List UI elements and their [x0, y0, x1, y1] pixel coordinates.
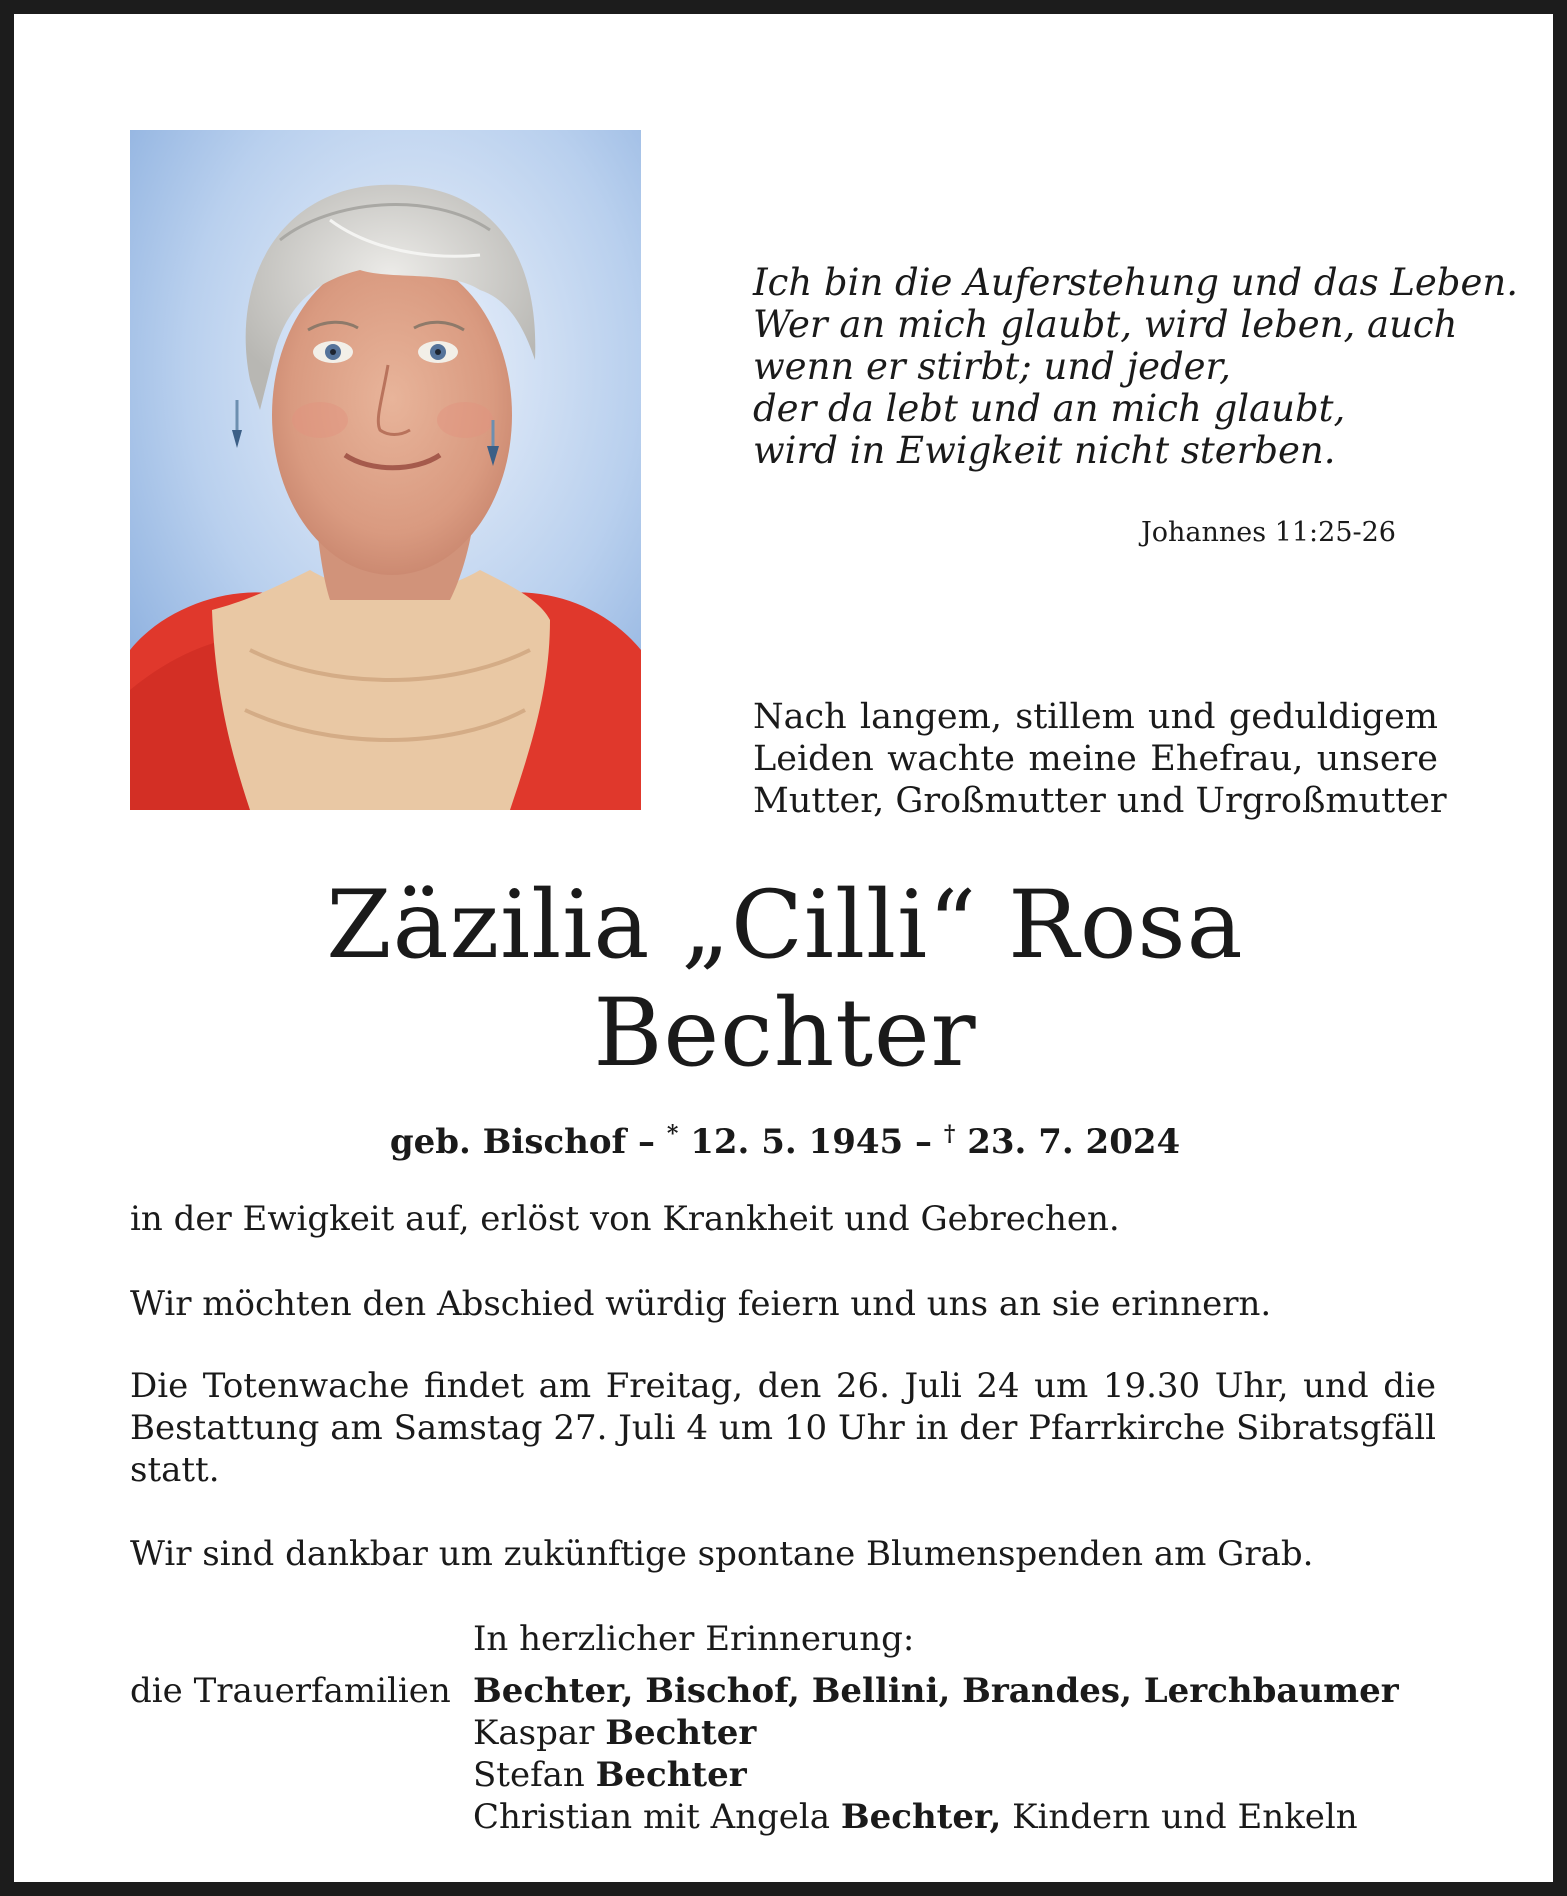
- family-line: [473, 1754, 1399, 1796]
- funeral-line: Bestattung am Samstag 27. Juli 4 um 10 Uhr in der Pfarrkirche Sibratsgfäll: [130, 1408, 1436, 1448]
- family-line: [473, 1712, 1399, 1754]
- birth-name: geb. Bischof: [389, 1122, 627, 1162]
- family-first-name: Stefan: [473, 1755, 585, 1795]
- separator-dash: –: [915, 1122, 933, 1162]
- intro-line: Nach langem, stillem und geduldigem: [753, 697, 1438, 737]
- death-cross-icon: †: [943, 1121, 956, 1147]
- paragraph-farewell: Wir möchten den Abschied würdig feiern und uns an sie erinnern.: [130, 1284, 1272, 1324]
- verse-reference: Johannes 11:25-26: [1140, 517, 1396, 548]
- portrait-photo: [130, 130, 641, 810]
- family-first-name: Kaspar: [473, 1713, 595, 1753]
- signature-intro: In herzlicher Erinnerung:: [473, 1619, 915, 1659]
- intro-line: Leiden wachte meine Ehefrau, unsere: [753, 739, 1438, 779]
- family-line: [473, 1796, 1399, 1838]
- family-names-bold: Bechter, Bischof, Bellini, Brandes, Lerchbaumer: [473, 1671, 1399, 1711]
- deceased-name: [140, 872, 1430, 1088]
- family-first-name: Christian mit Angela: [473, 1797, 831, 1837]
- bible-verse: [753, 261, 1518, 472]
- funeral-line: Die Totenwache findet am Freitag, den 26. Juli 24 um 19.30 Uhr, und die: [130, 1366, 1436, 1406]
- intro-text: [753, 696, 1447, 822]
- paragraph-flowers: Wir sind dankbar um zukünftige spontane Blumenspenden am Grab.: [130, 1534, 1314, 1574]
- birth-date: 12. 5. 1945: [690, 1122, 904, 1162]
- family-list: [473, 1670, 1399, 1838]
- family-surname: Bechter,: [840, 1797, 1002, 1837]
- family-tail: Kindern und Enkeln: [1012, 1797, 1358, 1837]
- verse-line: Ich bin die Auferstehung und das Leben.: [753, 261, 1518, 304]
- families-label: die Trauerfamilien: [130, 1671, 451, 1711]
- paragraph-eternity: in der Ewigkeit auf, erlöst von Krankheit und Gebrechen.: [130, 1199, 1120, 1239]
- deceased-name-line1: Zäzilia „Cilli“ Rosa: [326, 871, 1244, 980]
- family-surname: Bechter: [595, 1755, 747, 1795]
- funeral-line: statt.: [130, 1450, 220, 1490]
- portrait-illustration: [130, 130, 641, 810]
- birth-star-icon: *: [666, 1121, 679, 1147]
- verse-line: wird in Ewigkeit nicht sterben.: [753, 429, 1336, 472]
- death-date: 23. 7. 2024: [967, 1122, 1181, 1162]
- separator-dash: –: [638, 1122, 656, 1162]
- verse-line: der da lebt und an mich glaubt,: [753, 387, 1346, 430]
- family-surname: Bechter: [605, 1713, 757, 1753]
- verse-line: wenn er stirbt; und jeder,: [753, 345, 1231, 388]
- birth-death-dates: [140, 1112, 1430, 1164]
- family-line: [473, 1670, 1399, 1712]
- verse-line: Wer an mich glaubt, wird leben, auch: [753, 303, 1458, 346]
- paragraph-funeral-details: [130, 1365, 1436, 1491]
- intro-line: Mutter, Großmutter und Urgroßmutter: [753, 781, 1447, 821]
- deceased-name-line2: Bechter: [593, 979, 977, 1088]
